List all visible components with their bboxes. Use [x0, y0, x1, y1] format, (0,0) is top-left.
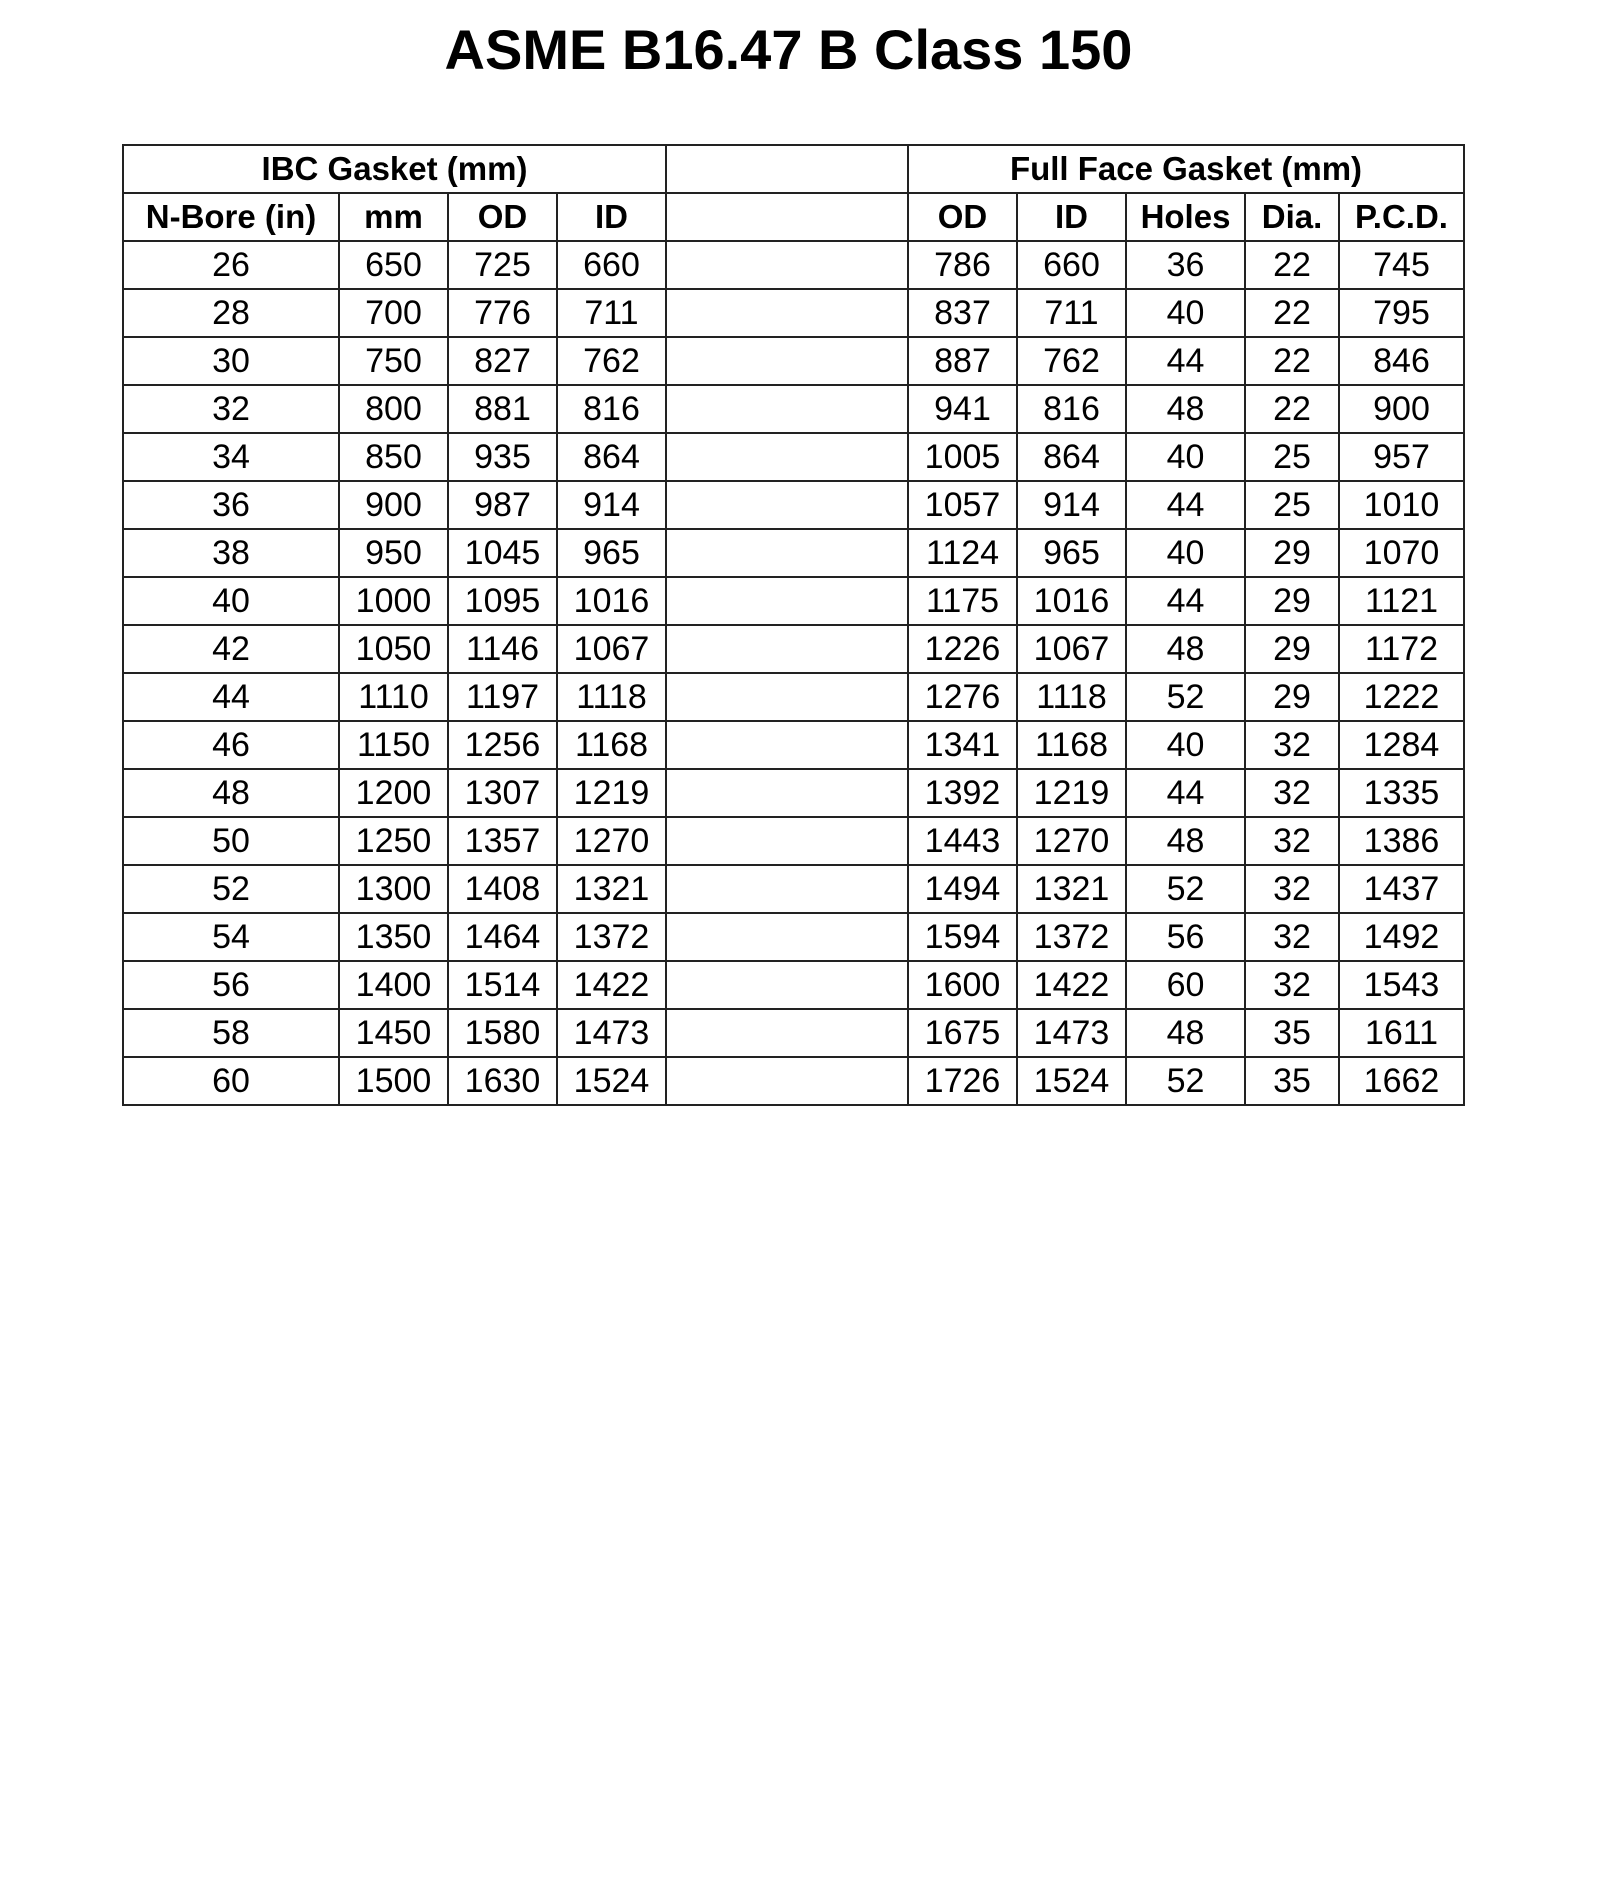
holes-cell: 36 — [1126, 241, 1245, 289]
table-row — [123, 481, 1464, 529]
mm-cell: 1110 — [339, 673, 448, 721]
spacer-cell — [666, 1009, 908, 1057]
pcd-cell: 1335 — [1339, 769, 1464, 817]
ibc-id-cell: 1118 — [557, 673, 666, 721]
table-row — [123, 817, 1464, 865]
mm-cell: 650 — [339, 241, 448, 289]
holes-cell: 48 — [1126, 817, 1245, 865]
ff-id-cell: 1422 — [1017, 961, 1126, 1009]
ff-od-cell: 1124 — [908, 529, 1017, 577]
table-row — [123, 865, 1464, 913]
spacer-cell — [666, 673, 908, 721]
dia-cell: 32 — [1245, 865, 1339, 913]
spacer-cell — [666, 913, 908, 961]
mm-cell: 850 — [339, 433, 448, 481]
ff-id-cell: 1321 — [1017, 865, 1126, 913]
table-row — [123, 673, 1464, 721]
holes-cell: 48 — [1126, 625, 1245, 673]
mm-cell: 1200 — [339, 769, 448, 817]
ff-od-cell: 1726 — [908, 1057, 1017, 1105]
table-header — [123, 145, 1464, 241]
pcd-cell: 1543 — [1339, 961, 1464, 1009]
holes-cell: 44 — [1126, 337, 1245, 385]
ibc-id-cell: 1270 — [557, 817, 666, 865]
mm-cell: 1350 — [339, 913, 448, 961]
mm-cell: 1400 — [339, 961, 448, 1009]
ibc-od-cell: 881 — [448, 385, 557, 433]
pcd-cell: 1222 — [1339, 673, 1464, 721]
dia-cell: 35 — [1245, 1009, 1339, 1057]
n-bore-cell: 26 — [123, 241, 339, 289]
ibc-id-cell: 1016 — [557, 577, 666, 625]
ibc-od-cell: 1256 — [448, 721, 557, 769]
ff-od-cell: 1392 — [908, 769, 1017, 817]
holes-cell: 52 — [1126, 1057, 1245, 1105]
column-header-dia: Dia. — [1245, 193, 1339, 241]
ibc-od-cell: 1630 — [448, 1057, 557, 1105]
ff-od-cell: 1600 — [908, 961, 1017, 1009]
table-row — [123, 289, 1464, 337]
dia-cell: 32 — [1245, 961, 1339, 1009]
column-header-pcd: P.C.D. — [1339, 193, 1464, 241]
n-bore-cell: 56 — [123, 961, 339, 1009]
ibc-id-cell: 762 — [557, 337, 666, 385]
mm-cell: 1250 — [339, 817, 448, 865]
spacer-cell — [666, 769, 908, 817]
ibc-od-cell: 827 — [448, 337, 557, 385]
ibc-od-cell: 1464 — [448, 913, 557, 961]
ff-od-cell: 1005 — [908, 433, 1017, 481]
ff-id-cell: 1016 — [1017, 577, 1126, 625]
full-face-gasket-group-header: Full Face Gasket (mm) — [908, 145, 1464, 193]
ff-od-cell: 837 — [908, 289, 1017, 337]
table-row — [123, 1057, 1464, 1105]
holes-cell: 48 — [1126, 1009, 1245, 1057]
ibc-id-cell: 1168 — [557, 721, 666, 769]
ibc-id-cell: 1067 — [557, 625, 666, 673]
table-row — [123, 1009, 1464, 1057]
ibc-od-cell: 1357 — [448, 817, 557, 865]
column-header-mm: mm — [339, 193, 448, 241]
ff-od-cell: 887 — [908, 337, 1017, 385]
mm-cell: 1000 — [339, 577, 448, 625]
spacer-cell — [666, 817, 908, 865]
mm-cell: 1300 — [339, 865, 448, 913]
ff-id-cell: 1270 — [1017, 817, 1126, 865]
ff-od-cell: 941 — [908, 385, 1017, 433]
n-bore-cell: 44 — [123, 673, 339, 721]
ibc-od-cell: 935 — [448, 433, 557, 481]
table-row — [123, 529, 1464, 577]
table-body — [123, 241, 1464, 1105]
holes-cell: 56 — [1126, 913, 1245, 961]
pcd-cell: 1437 — [1339, 865, 1464, 913]
table-row — [123, 433, 1464, 481]
spacer-cell — [666, 337, 908, 385]
dia-cell: 29 — [1245, 577, 1339, 625]
ff-id-cell: 1067 — [1017, 625, 1126, 673]
n-bore-cell: 40 — [123, 577, 339, 625]
n-bore-cell: 58 — [123, 1009, 339, 1057]
column-header-holes: Holes — [1126, 193, 1245, 241]
dia-cell: 25 — [1245, 481, 1339, 529]
ibc-od-cell: 1307 — [448, 769, 557, 817]
ibc-id-cell: 1321 — [557, 865, 666, 913]
n-bore-cell: 52 — [123, 865, 339, 913]
pcd-cell: 1284 — [1339, 721, 1464, 769]
holes-cell: 44 — [1126, 769, 1245, 817]
n-bore-cell: 54 — [123, 913, 339, 961]
ff-od-cell: 1494 — [908, 865, 1017, 913]
ff-od-cell: 1226 — [908, 625, 1017, 673]
holes-cell: 60 — [1126, 961, 1245, 1009]
spacer-cell — [666, 529, 908, 577]
dia-cell: 22 — [1245, 385, 1339, 433]
spacer-cell — [666, 625, 908, 673]
spacer-cell — [666, 1057, 908, 1105]
ibc-id-cell: 965 — [557, 529, 666, 577]
page-title: ASME B16.47 B Class 150 — [444, 18, 1133, 81]
spacer-cell — [666, 577, 908, 625]
ibc-od-cell: 1095 — [448, 577, 557, 625]
ibc-id-cell: 864 — [557, 433, 666, 481]
dia-cell: 32 — [1245, 769, 1339, 817]
spacer-cell — [666, 241, 908, 289]
mm-cell: 1450 — [339, 1009, 448, 1057]
table-row — [123, 913, 1464, 961]
pcd-cell: 795 — [1339, 289, 1464, 337]
column-header-ibc-od: OD — [448, 193, 557, 241]
spacer-column-header — [666, 193, 908, 241]
ibc-od-cell: 1146 — [448, 625, 557, 673]
table-row — [123, 385, 1464, 433]
spacer-cell — [666, 289, 908, 337]
holes-cell: 48 — [1126, 385, 1245, 433]
dia-cell: 22 — [1245, 289, 1339, 337]
ff-od-cell: 1675 — [908, 1009, 1017, 1057]
ibc-id-cell: 660 — [557, 241, 666, 289]
dia-cell: 22 — [1245, 241, 1339, 289]
holes-cell: 44 — [1126, 481, 1245, 529]
ibc-id-cell: 711 — [557, 289, 666, 337]
ibc-od-cell: 1197 — [448, 673, 557, 721]
mm-cell: 1500 — [339, 1057, 448, 1105]
ff-id-cell: 660 — [1017, 241, 1126, 289]
ff-id-cell: 914 — [1017, 481, 1126, 529]
ff-od-cell: 1341 — [908, 721, 1017, 769]
holes-cell: 52 — [1126, 865, 1245, 913]
ff-id-cell: 762 — [1017, 337, 1126, 385]
n-bore-cell: 32 — [123, 385, 339, 433]
n-bore-cell: 42 — [123, 625, 339, 673]
n-bore-cell: 30 — [123, 337, 339, 385]
column-header-ibc-id: ID — [557, 193, 666, 241]
ibc-id-cell: 1219 — [557, 769, 666, 817]
dia-cell: 32 — [1245, 913, 1339, 961]
ibc-od-cell: 725 — [448, 241, 557, 289]
ff-id-cell: 1118 — [1017, 673, 1126, 721]
pcd-cell: 1662 — [1339, 1057, 1464, 1105]
table-row — [123, 337, 1464, 385]
dia-cell: 35 — [1245, 1057, 1339, 1105]
dia-cell: 25 — [1245, 433, 1339, 481]
ff-id-cell: 1524 — [1017, 1057, 1126, 1105]
ff-od-cell: 1175 — [908, 577, 1017, 625]
dia-cell: 32 — [1245, 721, 1339, 769]
spacer-cell — [666, 433, 908, 481]
ff-id-cell: 711 — [1017, 289, 1126, 337]
dia-cell: 29 — [1245, 625, 1339, 673]
spacer-cell — [666, 481, 908, 529]
ibc-id-cell: 1473 — [557, 1009, 666, 1057]
ibc-od-cell: 1408 — [448, 865, 557, 913]
n-bore-cell: 50 — [123, 817, 339, 865]
table-row — [123, 241, 1464, 289]
mm-cell: 950 — [339, 529, 448, 577]
n-bore-cell: 60 — [123, 1057, 339, 1105]
mm-cell: 800 — [339, 385, 448, 433]
ff-id-cell: 965 — [1017, 529, 1126, 577]
dia-cell: 29 — [1245, 673, 1339, 721]
dia-cell: 22 — [1245, 337, 1339, 385]
pcd-cell: 745 — [1339, 241, 1464, 289]
column-header-row — [123, 193, 1464, 241]
dia-cell: 32 — [1245, 817, 1339, 865]
ibc-od-cell: 1580 — [448, 1009, 557, 1057]
table-row — [123, 961, 1464, 1009]
table-row — [123, 625, 1464, 673]
ff-od-cell: 786 — [908, 241, 1017, 289]
ff-id-cell: 1219 — [1017, 769, 1126, 817]
holes-cell: 40 — [1126, 529, 1245, 577]
pcd-cell: 1070 — [1339, 529, 1464, 577]
pcd-cell: 957 — [1339, 433, 1464, 481]
pcd-cell: 1611 — [1339, 1009, 1464, 1057]
table-row — [123, 577, 1464, 625]
group-header-row — [123, 145, 1464, 193]
column-header-n-bore: N-Bore (in) — [123, 193, 339, 241]
holes-cell: 40 — [1126, 433, 1245, 481]
dia-cell: 29 — [1245, 529, 1339, 577]
table-row — [123, 721, 1464, 769]
pcd-cell: 900 — [1339, 385, 1464, 433]
n-bore-cell: 48 — [123, 769, 339, 817]
n-bore-cell: 28 — [123, 289, 339, 337]
spacer-header-cell — [666, 145, 908, 193]
n-bore-cell: 34 — [123, 433, 339, 481]
pcd-cell: 1386 — [1339, 817, 1464, 865]
ff-id-cell: 1168 — [1017, 721, 1126, 769]
ibc-od-cell: 987 — [448, 481, 557, 529]
n-bore-cell: 46 — [123, 721, 339, 769]
ff-id-cell: 1372 — [1017, 913, 1126, 961]
ff-id-cell: 816 — [1017, 385, 1126, 433]
n-bore-cell: 36 — [123, 481, 339, 529]
ibc-id-cell: 1422 — [557, 961, 666, 1009]
pcd-cell: 846 — [1339, 337, 1464, 385]
ff-od-cell: 1057 — [908, 481, 1017, 529]
spacer-cell — [666, 961, 908, 1009]
pcd-cell: 1121 — [1339, 577, 1464, 625]
ff-id-cell: 864 — [1017, 433, 1126, 481]
ibc-id-cell: 816 — [557, 385, 666, 433]
column-header-ff-od: OD — [908, 193, 1017, 241]
mm-cell: 700 — [339, 289, 448, 337]
holes-cell: 40 — [1126, 289, 1245, 337]
mm-cell: 900 — [339, 481, 448, 529]
gasket-dimensions-table — [122, 144, 1465, 1106]
ibc-od-cell: 1514 — [448, 961, 557, 1009]
pcd-cell: 1492 — [1339, 913, 1464, 961]
ff-od-cell: 1594 — [908, 913, 1017, 961]
holes-cell: 40 — [1126, 721, 1245, 769]
ibc-od-cell: 776 — [448, 289, 557, 337]
ibc-id-cell: 914 — [557, 481, 666, 529]
mm-cell: 750 — [339, 337, 448, 385]
pcd-cell: 1010 — [1339, 481, 1464, 529]
n-bore-cell: 38 — [123, 529, 339, 577]
holes-cell: 52 — [1126, 673, 1245, 721]
mm-cell: 1150 — [339, 721, 448, 769]
ibc-id-cell: 1372 — [557, 913, 666, 961]
holes-cell: 44 — [1126, 577, 1245, 625]
table-row — [123, 769, 1464, 817]
column-header-ff-id: ID — [1017, 193, 1126, 241]
ff-od-cell: 1443 — [908, 817, 1017, 865]
spacer-cell — [666, 721, 908, 769]
ibc-id-cell: 1524 — [557, 1057, 666, 1105]
ff-id-cell: 1473 — [1017, 1009, 1126, 1057]
ff-od-cell: 1276 — [908, 673, 1017, 721]
spacer-cell — [666, 865, 908, 913]
ibc-od-cell: 1045 — [448, 529, 557, 577]
spacer-cell — [666, 385, 908, 433]
ibc-gasket-group-header: IBC Gasket (mm) — [123, 145, 666, 193]
pcd-cell: 1172 — [1339, 625, 1464, 673]
mm-cell: 1050 — [339, 625, 448, 673]
